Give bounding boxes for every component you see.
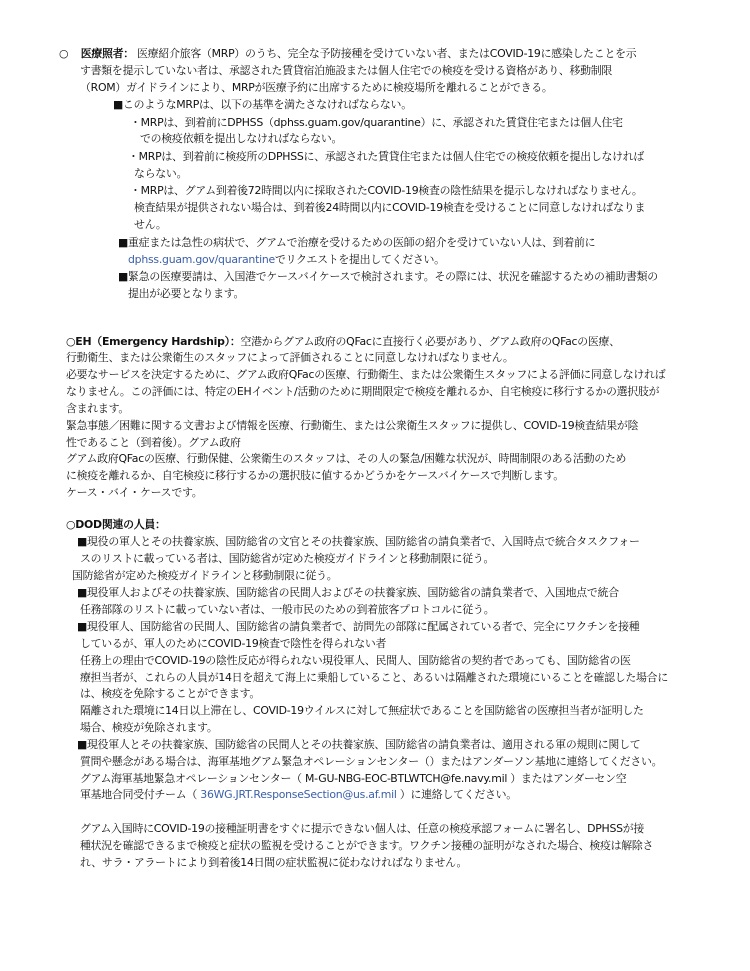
dod-p3-line-2: しているが、軍人のためにCOVID-19検査で陰性を得られない者	[80, 637, 387, 650]
medical-intro-text: 医療紹介旅客（MRP）のうち、完全な予防接種を受けていない者、またはCOVID-19に感染したことを示	[137, 47, 637, 60]
mrp-criterion-1-line-2: での検疫依頼を提出しなければならない。	[140, 132, 343, 145]
mrp-criterion-2-line-2: ならない。	[134, 167, 188, 180]
bullet-circle: ○	[59, 47, 69, 60]
final-line-1: グアム入国時にCOVID-19の接種証明書をすぐに提示できない個人は、任意の検疫承認フォームに署名し、DPHSSが接	[80, 822, 645, 835]
medical-intro-line-3: （ROM）ガイドラインにより、MRPが医療予約に出席するために検疫場所を離れることができる。	[80, 81, 553, 94]
urgent-request-line-1: ■緊急の医療要請は、入国港でケースバイケースで検討されます。その際には、状況を確認するための補助書類の	[118, 270, 658, 283]
eh-line-8: グアム政府QFacの医療、行動保健、公衆衛生のスタッフは、その人の緊急/困難な状況が、時間制限のある活動のため	[66, 452, 627, 465]
mrp-criteria-heading: ■このようなMRPは、以下の基準を満たさなければならない。	[113, 98, 412, 111]
severe-illness-line-2	[128, 252, 445, 268]
eh-line-6: 緊急事態／困難に関する文書および情報を医療、行動衛生、または公衆衛生スタッフに提供し、COVID-19検査結果が陰	[66, 419, 639, 432]
dod-section-title: ○DOD関連の人員：	[66, 518, 166, 531]
eh-line-1-text: 空港からグアム政府のQFacに直接行く必要があり、グアム政府のQFacの医療、	[240, 335, 620, 348]
eh-line-9: に検疫を離れるか、自宅検疫に移行するかの選択肢に値するかどうかをケースバイケースで判断します。	[66, 469, 564, 482]
severe-illness-line-2-text: でリクエストを提出してください。	[274, 253, 445, 266]
medical-intro-line-2: す書類を提示していない者は、承認された賃貸宿泊施設または個人住宅での検疫を受ける資格があり、移動制限	[80, 64, 613, 77]
eh-line-4: なりません。この評価には、特定のEHイベント/活動のために期間限定で検疫を離れるか、自宅検疫に移行するかの選択肢が	[66, 385, 660, 398]
eh-line-5: 含まれます。	[66, 402, 129, 415]
dod-p3-line-7: 場合、検疫が免除されます。	[80, 721, 218, 734]
medical-intro-line-1	[59, 46, 636, 62]
dod-p2-line-2: 任務部隊のリストに載っていない者は、一般市民のための到着旅客プロトコルに従う。	[80, 603, 495, 616]
mrp-criterion-2-line-1: ・MRPは、到着前に検疫所のDPHSSに、承認された賃貸住宅または個人住宅での検疫依頼を提出しなければ	[128, 150, 645, 163]
eh-line-10: ケース・バイ・ケースです。	[66, 486, 203, 499]
dod-p4-line-4	[80, 787, 517, 803]
dod-p3-line-6: 隔離された環境に14日以上滞在し、COVID-19ウイルスに対して無症状であることを国防総省の医療担当者が証明した	[80, 704, 644, 717]
eh-line-3: 必要なサービスを決定するために、グアム政府QFacの医療、行動衛生、または公衆衛生スタッフによる評価に同意しなければ	[66, 368, 666, 381]
dod-p1-line-2: スのリストに載っている者は、国防総省が定めた検疫ガイドラインと移動制限に従う。	[80, 552, 495, 565]
mrp-criterion-3-line-1: ・MRPは、グアム到着後72時間以内に採取されたCOVID-19検査の陰性結果を提示しなければなりません。	[130, 184, 643, 197]
dod-p3-line-1: ■現役軍人、国防総省の民間人、国防総省の請負業者で、訪問先の部隊に配属されている者で、完全にワクチンを接種	[77, 620, 640, 633]
eh-line-7: 性であること（到着後）。グアム政府	[66, 436, 241, 449]
mrp-criterion-1-line-1: ・MRPは、到着前にDPHSS（dphss.guam.gov/quarantine）に、承認された賃貸住宅または個人住宅	[130, 116, 623, 129]
jrt-email-link[interactable]: 36WG.JRT.ResponseSection@us.af.mil	[200, 788, 397, 801]
dod-p3-line-3: 任務上の理由でCOVID-19の陰性反応が得られない現役軍人、民間人、国防総省の契約者であっても、国防総省の医	[80, 654, 631, 667]
dod-p1-line-3: 国防総省が定めた検疫ガイドラインと移動制限に従う。	[72, 569, 338, 582]
severe-illness-line-1: ■重症または急性の病状で、グアムで治療を受けるための医師の紹介を受けていない人は、到着前に	[118, 236, 596, 249]
dod-p4-line-4-pre: 軍基地合同受付チーム（	[80, 788, 198, 801]
eh-line-2: 行動衛生、または公衆衛生のスタッフによって評価されることに同意しなければなりません。	[66, 351, 514, 364]
medical-section-title: 医療照者：	[80, 47, 134, 60]
dod-p3-line-5: は、検疫を免除することができます。	[80, 687, 261, 700]
dod-p4-line-1: ■現役軍人とその扶養家族、国防総省の民間人とその扶養家族、国防総省の請負業者は、適用される軍の規則に関して	[77, 738, 641, 751]
dod-p2-line-1: ■現役軍人およびその扶養家族、国防総省の民間人およびその扶養家族、国防総省の請負業者で、入国地点で統合	[77, 586, 619, 599]
dod-p3-line-4: 療担当者が、これらの人員が14日を超えて海上に乗船していること、あるいは隔離された環境にいることを確認した場合に	[80, 671, 668, 684]
final-line-3: れ、サラ・アラートにより到着後14日間の症状監視に従わなければなりません。	[80, 856, 468, 869]
mrp-criterion-3-line-3: せん。	[134, 218, 167, 231]
final-line-2: 種状況を確認できるまで検疫と症状の監視を受けることができます。ワクチン接種の証明がなされた場合、検疫は解除さ	[80, 839, 654, 852]
eh-section-title: ○EH（Emergency Hardship）：	[66, 335, 241, 348]
dod-p4-line-3: グアム海軍基地緊急オペレーションセンター（ M-GU-NBG-EOC-BTLWTCH@fe.navy.mil ）またはアンダーセン空	[80, 772, 627, 785]
dod-p1-line-1: ■現役の軍人とその扶養家族、国防総省の文官とその扶養家族、国防総省の請負業者で、入国時点で統合タスクフォー	[77, 535, 640, 548]
dod-p4-line-2: 質問や懸念がある場合は、海軍基地グアム緊急オペレーションセンター（）またはアンダーソン基地に連絡してください。	[80, 755, 663, 768]
urgent-request-line-2: 提出が必要となります。	[128, 287, 245, 300]
dod-p4-line-4-post: ）に連絡してください。	[399, 788, 517, 801]
eh-line-1	[66, 334, 620, 350]
dphss-quarantine-link[interactable]: dphss.guam.gov/quarantine	[128, 253, 275, 266]
mrp-criterion-3-line-2: 検査結果が提供されない場合は、到着後24時間以内にCOVID-19検査を受けることに同意しなければなりま	[134, 201, 646, 214]
